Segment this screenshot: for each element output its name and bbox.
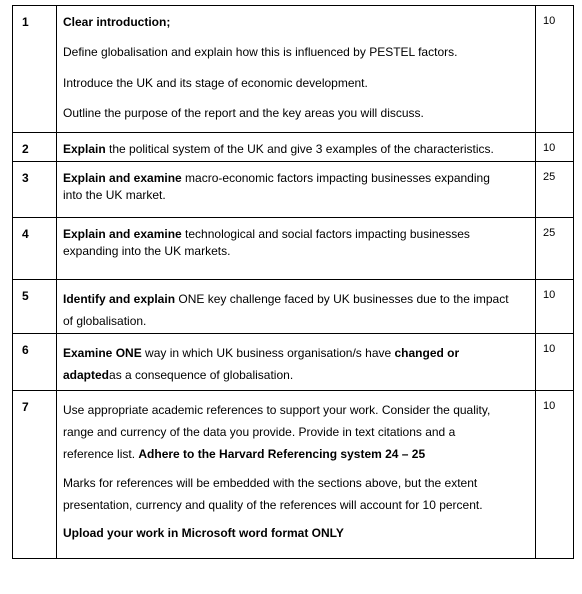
- description-line: [63, 141, 529, 158]
- marks-cell: [536, 391, 574, 559]
- criteria-description-cell: [57, 162, 536, 218]
- criteria-description: [57, 162, 535, 204]
- description-line: [63, 421, 529, 443]
- description-line: [63, 75, 529, 92]
- criteria-description: [57, 218, 535, 260]
- table-row: [13, 162, 574, 218]
- emphasis-text: Explain: [63, 142, 106, 156]
- marks-cell: [536, 162, 574, 218]
- emphasis-text: Identify and explain: [63, 292, 176, 306]
- criteria-description: [57, 334, 535, 386]
- row-number: 7: [22, 400, 29, 414]
- description-line: [63, 399, 529, 421]
- body-text: Define globalisation and explain how this is influenced by PESTEL factors.: [63, 45, 458, 60]
- description-line: [63, 472, 529, 494]
- marks-cell: [536, 6, 574, 133]
- body-text: presentation, currency and quality of the references will account for 10 percent.: [63, 497, 483, 512]
- body-text: Use appropriate academic references to support your work. Consider the quality,: [63, 403, 491, 417]
- criteria-description-cell: [57, 334, 536, 391]
- marks-value: 10: [543, 289, 556, 301]
- marks-value: 10: [543, 15, 556, 27]
- emphasis-text: Upload your work in Microsoft word format ONLY: [63, 525, 344, 540]
- marks-cell: [536, 334, 574, 391]
- assessment-criteria-table: [12, 5, 574, 559]
- row-number: 5: [22, 289, 29, 303]
- row-number-cell: [13, 133, 57, 162]
- row-number: 1: [22, 15, 29, 29]
- body-text: the political system of the UK and give 3 examples of the characteristics.: [105, 142, 494, 156]
- description-line: [63, 443, 529, 465]
- criteria-description-cell: [57, 391, 536, 559]
- body-text: ONE key challenge faced by UK businesses due to the impact: [175, 292, 509, 306]
- table-row: [13, 133, 574, 162]
- body-text: macro-economic factors impacting businesses expanding: [181, 171, 490, 185]
- criteria-description-cell: [57, 280, 536, 334]
- table-body: [13, 6, 574, 559]
- description-line: [63, 14, 529, 31]
- emphasis-text: changed or: [394, 346, 460, 360]
- body-text: way in which UK business organisation/s have: [141, 346, 395, 360]
- body-text: Outline the purpose of the report and the key areas you will discuss.: [63, 106, 424, 121]
- emphasis-text: Examine ONE: [63, 346, 142, 360]
- table-row: [13, 218, 574, 280]
- body-text: technological and social factors impacting businesses: [181, 227, 470, 241]
- row-number-cell: [13, 6, 57, 133]
- emphasis-text: Explain and examine: [63, 227, 182, 241]
- description-line: [63, 310, 529, 332]
- description-line: [63, 522, 529, 544]
- body-text: range and currency of the data you provide. Provide in text citations and a: [63, 425, 456, 440]
- criteria-description: [57, 133, 535, 158]
- table-row: [13, 334, 574, 391]
- criteria-description: [57, 280, 535, 332]
- table-row: [13, 280, 574, 334]
- criteria-description-cell: [57, 6, 536, 133]
- body-text: expanding into the UK markets.: [63, 243, 231, 258]
- marks-value: 10: [543, 343, 556, 355]
- emphasis-text: Explain and examine: [63, 171, 182, 185]
- marks-value: 10: [543, 400, 556, 412]
- marks-cell: [536, 218, 574, 280]
- row-number: 2: [22, 142, 29, 156]
- row-number-cell: [13, 280, 57, 334]
- description-line: [63, 494, 529, 516]
- description-line: [63, 170, 529, 187]
- body-text: into the UK market.: [63, 187, 166, 202]
- description-line: [63, 105, 529, 122]
- marks-cell: [536, 280, 574, 334]
- body-text: Marks for references will be embedded with the sections above, but the extent: [63, 475, 478, 490]
- marks-value: 10: [543, 142, 556, 154]
- body-text: as a consequence of globalisation.: [109, 368, 294, 383]
- description-line: [63, 288, 529, 310]
- criteria-description-cell: [57, 218, 536, 280]
- row-number: 4: [22, 227, 29, 241]
- criteria-description: [57, 391, 535, 544]
- row-number-cell: [13, 391, 57, 559]
- table-row: [13, 6, 574, 133]
- row-number: 3: [22, 171, 29, 185]
- table-row: [13, 391, 574, 559]
- body-text: of globalisation.: [63, 314, 147, 329]
- criteria-description-cell: [57, 133, 536, 162]
- description-line: [63, 226, 529, 243]
- emphasis-text: Adhere to the Harvard Referencing system 24 – 25: [138, 447, 426, 462]
- description-line: [63, 243, 529, 260]
- marks-value: 25: [543, 227, 556, 239]
- description-line: [63, 342, 529, 364]
- row-number-cell: [13, 334, 57, 391]
- description-line: [63, 187, 529, 204]
- emphasis-text: Clear introduction;: [63, 15, 171, 29]
- row-number-cell: [13, 162, 57, 218]
- row-number-cell: [13, 218, 57, 280]
- row-number: 6: [22, 343, 29, 357]
- body-text: reference list.: [63, 447, 139, 462]
- marks-value: 25: [543, 171, 556, 183]
- body-text: Introduce the UK and its stage of economic development.: [63, 75, 368, 90]
- criteria-description: [57, 6, 535, 123]
- description-line: [63, 44, 529, 61]
- description-line: [63, 364, 529, 386]
- emphasis-text: adapted: [63, 368, 110, 383]
- marks-cell: [536, 133, 574, 162]
